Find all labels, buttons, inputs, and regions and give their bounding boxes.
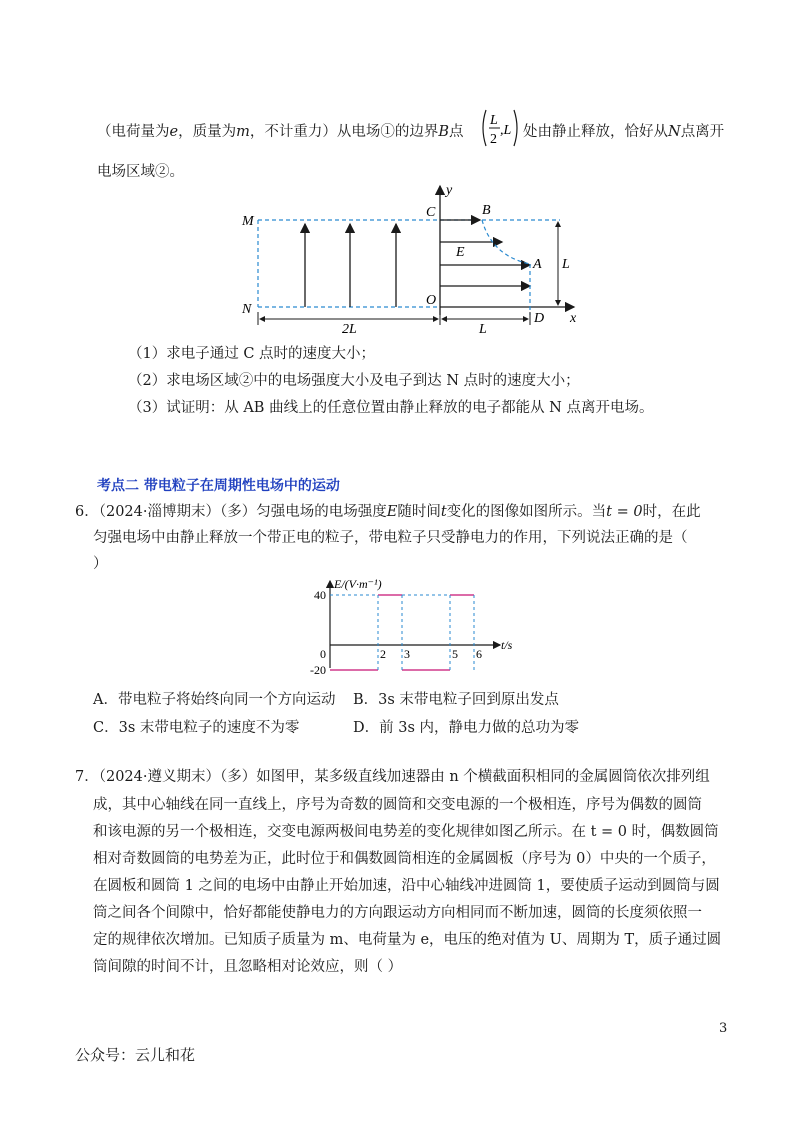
q6-line2: 匀强电场中由静止释放一个带正电的粒子，带电粒子只受静电力的作用，下列说法正确的是（ [93, 530, 688, 546]
q7-line: 和该电源的另一个极相连，交变电源两极间电势差的变化规律如图乙所示。在 t = 0 时，偶数圆筒 [93, 824, 719, 840]
text: 变化的图像如图所示。当 [446, 504, 607, 520]
y-tick-label: 40 [314, 588, 326, 602]
q5-sub-1: （1）求电子通过 C 点时的速度大小； [128, 346, 376, 362]
point-B-coordinates [478, 106, 522, 150]
text: 随时间 [397, 504, 441, 520]
label-A: A [533, 257, 542, 272]
q6-line3: ） [93, 556, 108, 572]
q5-sub-2: （2）求电场区域②中的电场强度大小及电子到达 N 点时的速度大小； [128, 373, 580, 389]
x-tick-label: 6 [476, 647, 482, 661]
field-diagram [230, 180, 590, 340]
x-tick-label: 0 [320, 647, 326, 661]
q5-intro-line1 [97, 122, 464, 142]
frac-den: 2 [490, 132, 497, 147]
text: （电荷量为 [97, 124, 170, 140]
section-heading: 考点二 带电粒子在周期性电场中的运动 [97, 478, 340, 494]
x-tick-label: 5 [452, 647, 458, 661]
label-B: B [482, 203, 491, 218]
option-A[interactable]: A．带电粒子将始终向同一个方向运动 [93, 692, 336, 708]
frac-tail: ,L [500, 123, 512, 138]
E-t-chart [300, 575, 530, 675]
x-tick-label: 2 [380, 647, 386, 661]
question-number: 6． [75, 504, 99, 520]
label-E: E [456, 245, 465, 260]
text: ，质量为 [178, 124, 237, 140]
option-C[interactable]: C．3s 末带电粒子的速度不为零 [93, 720, 300, 736]
q7-line: 相对奇数圆筒的电势差为正，此时位于和偶数圆筒相连的金属圆板（序号为 0）中央的一个质子， [93, 851, 716, 867]
q7-line: 筒间隙的时间不计，且忽略相对论效应，则（ ） [93, 959, 403, 975]
label-L-bottom: L [479, 322, 487, 337]
label-N: N [242, 302, 252, 317]
option-D[interactable]: D．前 3s 内，静电力做的总功为零 [353, 720, 580, 736]
q5-intro-line1-tail [523, 122, 724, 142]
x-tick-label: 3 [404, 647, 410, 661]
var-E: E [386, 504, 398, 520]
text: （2024·淄博期末）（多）匀强电场的电场强度 [98, 504, 387, 520]
var-B: B [438, 124, 449, 140]
label-L-right: L [562, 257, 570, 272]
chart-xlabel: t/s [501, 638, 513, 652]
footer-account: 公众号：云儿和花 [75, 1046, 196, 1064]
q7-line: 7．（2024·遵义期末）（多）如图甲，某多级直线加速器由 n 个横截面积相同的金属圆筒依次排列组 [75, 769, 710, 785]
q7-line: 成，其中心轴线在同一直线上，序号为奇数的圆筒和交变电源的一个极相连，序号为偶数的圆筒 [93, 797, 702, 813]
q6-line1 [75, 502, 701, 522]
page-number: 3 [719, 1021, 728, 1036]
text: 点 [449, 124, 464, 140]
var-t: t [440, 504, 447, 520]
label-2L: 2L [342, 322, 357, 337]
frac-num: L [490, 113, 498, 128]
label-y: y [446, 183, 453, 198]
q5-sub-3: （3）试证明：从 AB 曲线上的任意位置由静止释放的电子都能从 N 点离开电场。 [128, 400, 654, 416]
label-M: M [242, 214, 254, 229]
var-N: N [668, 124, 681, 140]
label-O: O [426, 293, 437, 308]
chart-ylabel: E/(V·m⁻¹) [334, 577, 382, 591]
text: 处由静止释放，恰好从 [523, 124, 668, 140]
label-C: C [426, 205, 436, 220]
option-B[interactable]: B．3s 末带电粒子回到原出发点 [353, 692, 559, 708]
label-x: x [570, 311, 577, 326]
text: ，不计重力）从电场①的边界 [249, 124, 439, 140]
q7-line: 定的规律依次增加。已知质子质量为 m、电荷量为 e，电压的绝对值为 U、周期为 T，质子通过圆 [93, 932, 722, 948]
q7-line: 在圆板和圆筒 1 之间的电场中由静止开始加速，沿中心轴线冲进圆筒 1，要使质子运动到圆筒与圆 [93, 878, 720, 894]
y-tick-label: -20 [310, 663, 326, 675]
var-e: e [169, 124, 179, 140]
var-m: m [236, 124, 250, 140]
q7-line: 筒之间各个间隙中，恰好都能使静电力的方向跟运动方向相同而不断加速，圆筒的长度须依照一 [93, 905, 702, 921]
text: 时，在此 [642, 504, 701, 520]
label-D: D [534, 311, 545, 326]
var-t0: t = 0 [606, 504, 643, 520]
text: 点离开 [680, 124, 725, 140]
q5-intro-line2: 电场区域②。 [97, 164, 184, 180]
